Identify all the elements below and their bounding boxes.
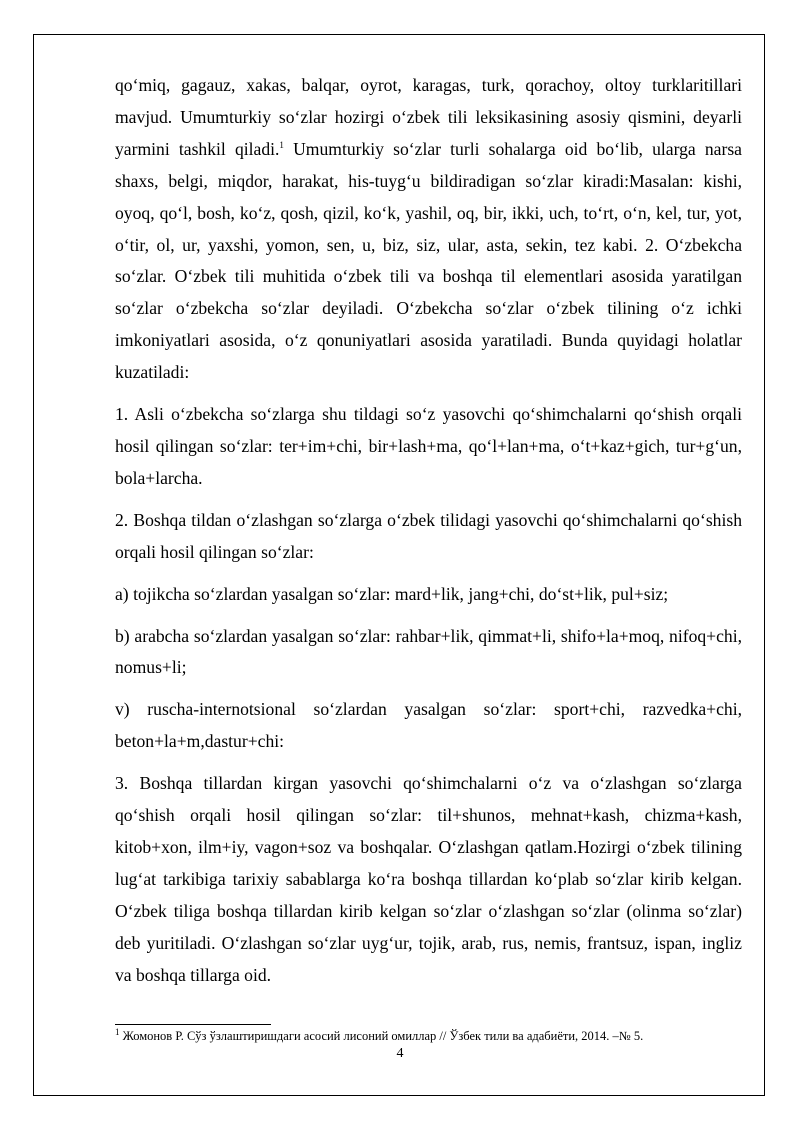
page-number: 4: [396, 1046, 404, 1061]
paragraph: b) arabcha so‘zlardan yasalgan so‘zlar: rahbar+lik, qimmat+li, shifo+la+moq, nifoq+chi, nomus+li;: [115, 625, 742, 678]
paragraph-text: Umumturkiy so‘zlar turli sohalarga oid bo‘lib, ularga narsa shaxs, belgi, miqdor, harakat, his-tuyg‘u bildiradigan so‘zlar kiradi:Masalan: kishi, oyoq, qo‘l, bosh, ko‘z, qosh, qizil, ko‘k, yashil, oq, bir, ikki, uch, to‘rt, o‘n, kel, tur, yot, o‘tir, ol, ur, yaxshi, yomon, sen, u, biz, siz, ular, asta, sekin, tez kabi. 2. O‘zbekcha so‘zlar. O‘zbek tili muhitida o‘zbek tili va boshqa til elementlari asosida yaratilgan so‘zlar o‘zbekcha so‘zlar deyiladi. O‘zbekcha so‘zlar o‘zbek tilining o‘z ichki imkoniyatlari asosida, o‘z qonuniyatlari asosida yaratiladi. Bunda quyidagi holatlar kuzatiladi:: [115, 138, 742, 383]
footnote-separator: [115, 1024, 271, 1025]
paragraph: 2. Boshqa tildan o‘zlashgan so‘zlarga o‘zbek tilidagi yasovchi qo‘shimchalarni qo‘shish orqali hosil qilingan so‘zlar:: [115, 509, 742, 562]
footnote-reference[interactable]: 1: [279, 139, 284, 150]
paragraph-text: qo‘miq, gagauz, xakas, balqar, oyrot, karagas, turk, qorachoy, oltoy turklaritillari mavjud. Umumturkiy so‘zlar hozirgi o‘zbek tili leksikasining asosiy qismini, deyarli yarmini tashkil qiladi.: [115, 75, 742, 159]
document-body: [115, 70, 742, 1001]
paragraph: 1. Asli o‘zbekcha so‘zlarga shu tildagi so‘z yasovchi qo‘shimchalarni qo‘shish orqali hosil qilingan so‘zlar: ter+im+chi, bir+lash+ma, qo‘l+lan+ma, o‘t+kaz+gich, tur+g‘un, bola+larcha.: [115, 404, 742, 488]
paragraph: a) tojikcha so‘zlardan yasalgan so‘zlar: mard+lik, jang+chi, do‘st+lik, pul+siz;: [115, 583, 669, 604]
footnote-text: Жомонов Р. Сўз ўзлаштиришдаги асосий лисоний омиллар // Ўзбек тили ва адабиёти, 2014. –№ 5.: [119, 1029, 644, 1043]
paragraph: 3. Boshqa tillardan kirgan yasovchi qo‘shimchalarni o‘z va o‘zlashgan so‘zlarga qo‘shish orqali hosil qilingan so‘zlar: til+shunos, mehnat+kash, chizma+kash, kitob+xon, ilm+iy, vagon+soz va boshqalar. O‘zlashgan qatlam.Hozirgi o‘zbek tilining lug‘at tarkibiga tarixiy sabablarga ko‘ra boshqa tillardan ko‘plab so‘zlar kirib kelgan. O‘zbek tiliga boshqa tillardan kirib kelgan so‘zlar o‘zlashgan so‘zlar (olinma so‘zlar) deb yuritiladi. O‘zlashgan so‘zlar uyg‘ur, tojik, arab, rus, nemis, frantsuz, ispan, ingliz va boshqa tillarga oid.: [115, 773, 742, 985]
paragraph: [115, 70, 742, 389]
paragraph: v) ruscha-internotsional so‘zlardan yasalgan so‘zlar: sport+chi, razvedka+chi, beton+la+m,dastur+chi:: [115, 699, 742, 752]
footnote: [115, 1028, 742, 1044]
footnote-marker: 1: [115, 1026, 120, 1037]
